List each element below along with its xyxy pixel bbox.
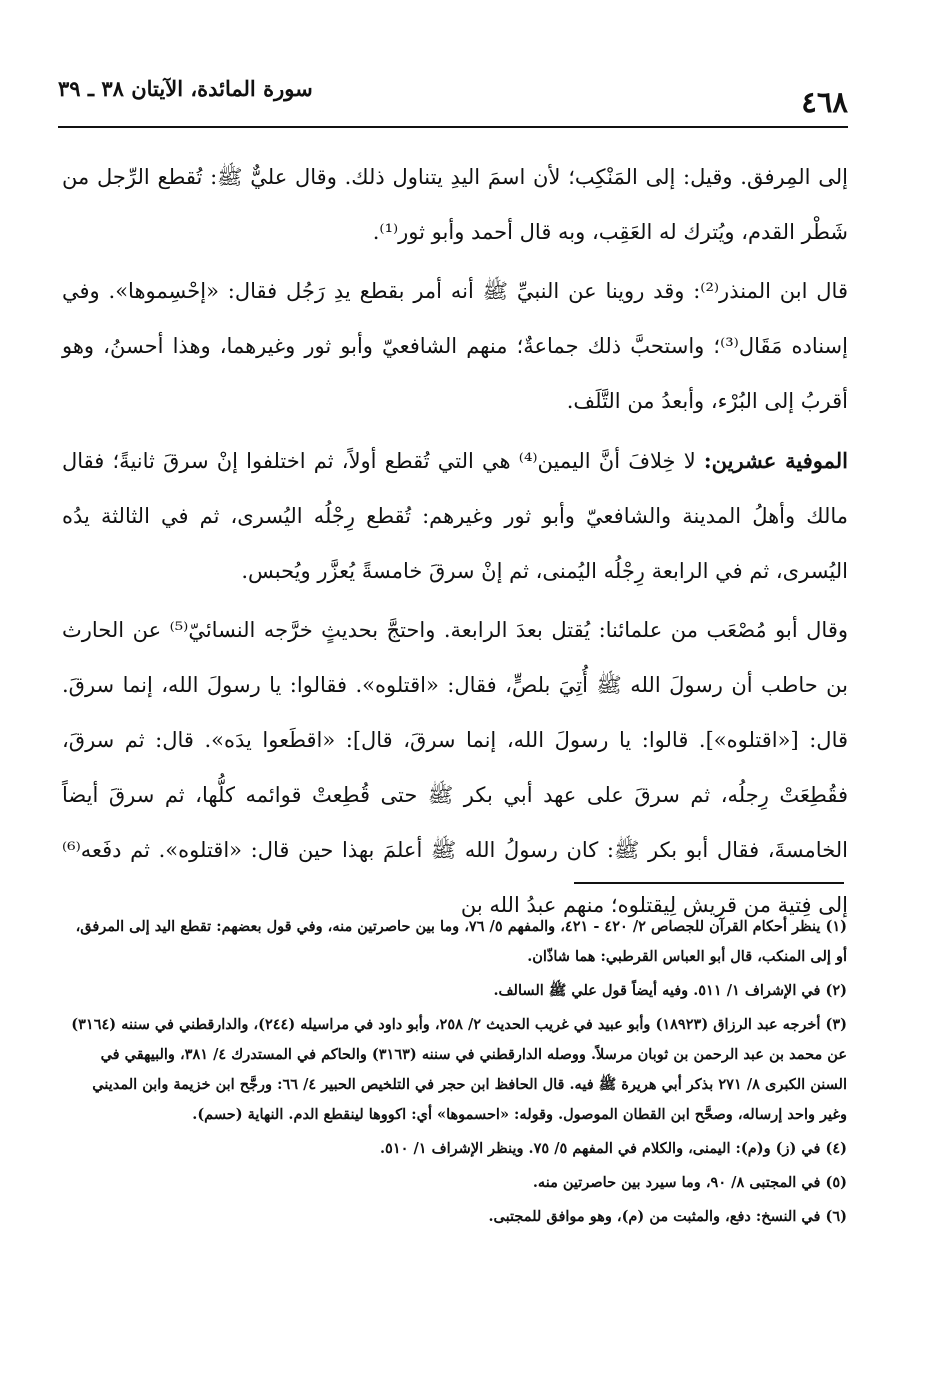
footnote: (٣) أخرجه عبد الرزاق (١٨٩٢٣) وأبو عبيد في غريب الحديث ٢/ ٢٥٨، وأبو داود في مراسيله (٢٤٤)، والدارقطني في سننه (٣١٦٤) عن محمد بن عبد الرحمن بن ثوبان مرسلاً. ووصله الدارقطني في سننه (٣١٦٣) والحاكم في المستدرك ٤/ ٣٨١، والبيهقي في السنن الكبرى ٨/ ٢٧١ بذكر أبي هريرة ﷺ فيه. قال الحافظ ابن حجر في التلخيص الحبير ٤/ ٦٦: ورجَّح ابن خزيمة وابن المديني وغير واحد إرساله، وصحَّح ابن القطان الموصول. وقوله: «احسموها» أي: اكووها لينقطع الدم. النهاية (حسم). <box>71 1016 847 1123</box>
paragraph-with-lead-term <box>62 433 848 599</box>
paragraph-text: لا خِلافَ أنَّ اليمين⁽⁴⁾ هي التي تُقطع أولاً، ثم اختلفوا إنْ سرقَ ثانيةً؛ فقال مالك وأهلُ المدينة والشافعيّ وأبو ثور وغيرهم: تُقطع رِجْلُه اليُسرى، ثم في الثالثة يدُه اليُسرى، ثم في الرابعة رِجْلُه اليُمنى، ثم إنْ سرقَ خامسةً يُعزَّر ويُحبس. <box>62 449 848 583</box>
footnote: (٥) في المجتبى ٨/ ٩٠، وما سيرد بين حاصرتين منه. <box>532 1174 847 1191</box>
page-number: ٤٦٨ <box>801 85 848 119</box>
footnote: (٦) في النسخ: دفع، والمثبت من (م)، وهو موافق للمجتبى. <box>488 1208 847 1225</box>
paragraph: وقال أبو مُصْعَب من علمائنا: يُقتل بعدَ الرابعة. واحتجَّ بحديثٍ خرَّجه النسائيّ⁽⁵⁾ عن الحارث بن حاطب أن رسولَ الله ﷺ أُتِيَ بلصٍّ، فقال: «اقتلوه». فقالوا: يا رسولَ الله، إنما سرقَ. قال: [«اقتلوه»]. قالوا: يا رسولَ الله، إنما سرقَ، قال]: «اقطَعوا يدَه». قال: ثم سرقَ، فقُطِعَتْ رِجلُه، ثم سرقَ على عهد أبي بكر ﷺ حتى قُطِعتْ قوائمه كلُّها، ثم سرقَ أيضاً الخامسةَ، فقال أبو بكر ﷺ: كان رسولُ الله ﷺ أعلمَ بهذا حين قال: «اقتلوه». ثم دفَعه⁽⁶⁾ إلى فِتية من قريش لِيقتلوه؛ منهم عبدُ الله بن <box>62 618 848 917</box>
paragraph: إلى المِرفق. وقيل: إلى المَنْكِب؛ لأن اسمَ اليدِ يتناول ذلك. وقال عليٌّ ﷺ: تُقطع الرِّجل من شَطْر القدم، ويُترك له العَقِب، وبه قال أحمد وأبو ثور⁽¹⁾. <box>62 165 848 244</box>
page-header <box>58 70 848 128</box>
paragraph: قال ابن المنذر⁽²⁾: وقد روينا عن النبيِّ ﷺ أنه أمر بقطع يدِ رَجُل فقال: «إحْسِموها». وفي إسناده مَقَال⁽³⁾؛ واستحبَّ ذلك جماعةٌ؛ منهم الشافعيّ وأبو ثور وغيرهما، وهذا أحسنُ، وهو أقربُ إلى البُرْء، وأبعدُ من التَّلَف. <box>62 279 848 413</box>
section-lead-term: الموفية عشرين: <box>703 448 848 473</box>
footnotes <box>70 912 847 1236</box>
footnote: (٤) في (ز) و(م): اليمنى، والكلام في المفهم ٥/ ٧٥. وينظر الإشراف ١/ ٥١٠. <box>379 1140 847 1157</box>
running-head: سورة المائدة، الآيتان ٣٨ ـ ٣٩ <box>58 76 313 101</box>
footnote: (١) ينظر أحكام القرآن للجصاص ٢/ ٤٢٠ - ٤٢١، والمفهم ٥/ ٧٦، وما بين حاصرتين منه، وفي قول بعضهم: تقطع اليد إلى المرفق، أو إلى المنكب، قال أبو العباس القرطبي: هما شاذّان. <box>75 918 847 965</box>
main-text <box>62 150 848 937</box>
footnote-separator <box>574 882 844 884</box>
footnote: (٢) في الإشراف ١/ ٥١١. وفيه أيضاً قول علي ﷺ السالف. <box>493 982 847 999</box>
